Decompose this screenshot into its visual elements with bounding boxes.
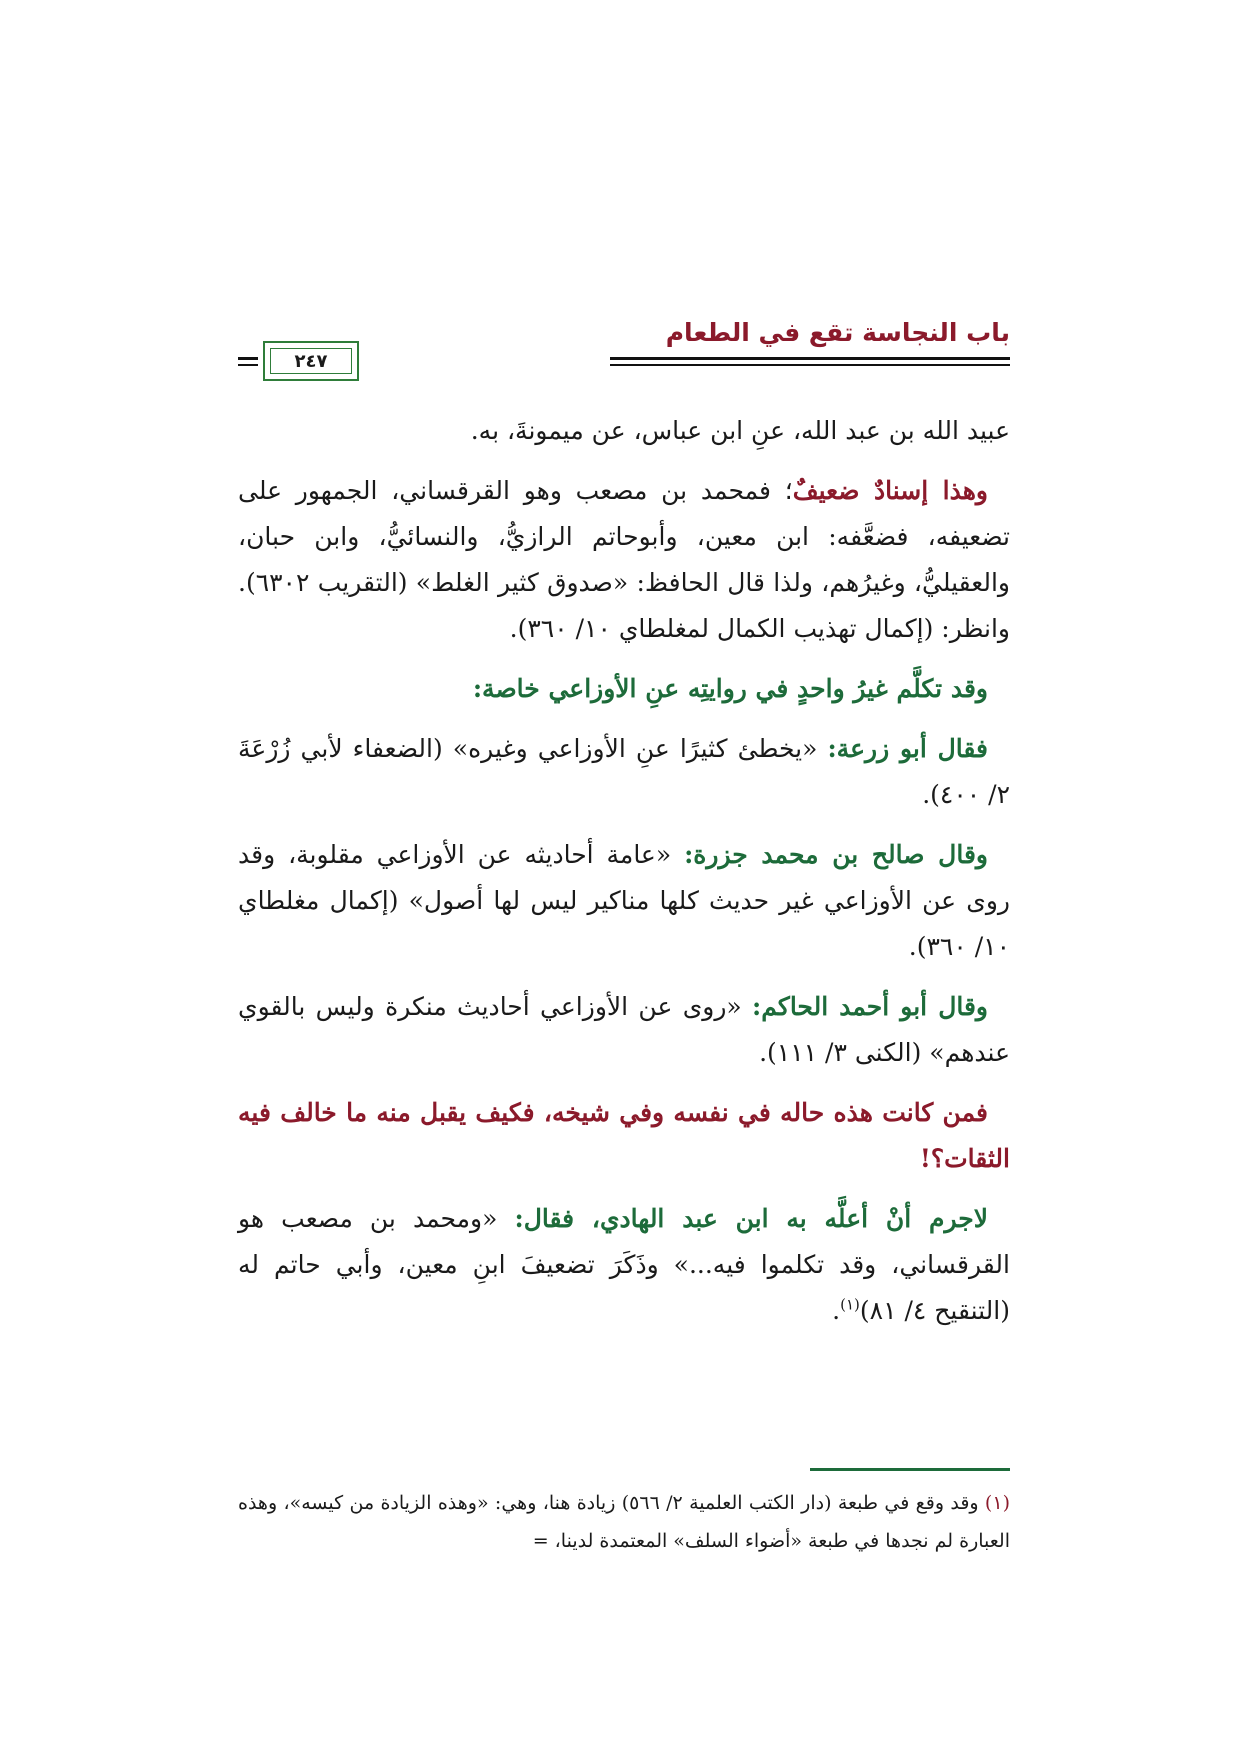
section-heading: وقد تكلَّم غيرُ واحدٍ في روايتِه عنِ الأوزاعي خاصة: [472,674,988,703]
paragraph-5-lead: وقال أبو أحمد الحاكم: [752,992,988,1021]
header-rule-thin [610,364,1010,366]
paragraph-7-lead: لاجرم أنْ أعلَّه به ابن عبد الهادي، فقال: [514,1204,988,1233]
footnote-1-text: وقد وقع في طبعة (دار الكتب العلمية ٢/ ٥٦٦) زيادة هنا، وهي: «وهذه الزيادة من كيسه»، وهذه العبارة لم نجدها في طبعة «أضواء السلف» المعتمدة لدينا، = [238,1492,1010,1552]
paragraph-6 [238,1090,1010,1182]
paragraph-2 [238,468,1010,652]
paragraph-6-text: فمن كانت هذه حاله في نفسه وفي شيخه، فكيف يقبل منه ما خالف فيه الثقات؟! [238,1098,1010,1173]
page-header [238,318,1010,388]
paragraph-3 [238,726,1010,818]
paragraph-5-text: «روى عن الأوزاعي أحاديث منكرة وليس بالقوي عندهم» (الكنى ٣/ ١١١). [238,992,1010,1067]
paragraph-2-lead: وهذا إسنادٌ ضعيفٌ [792,476,988,505]
paragraph-4 [238,832,1010,970]
paragraph-4-lead: وقال صالح بن محمد جزرة: [684,840,988,869]
header-rule-left-thick [238,357,258,360]
chapter-title: باب النجاسة تقع في الطعام [665,318,1010,347]
page-number-frame-inner [270,348,352,374]
paragraph-3-lead: فقال أبو زرعة: [827,734,988,763]
footnote-separator [810,1468,1010,1471]
footnote-1-number: (١) [984,1492,1010,1514]
paragraph-4-text: «عامة أحاديثه عن الأوزاعي مقلوبة، وقد روى عن الأوزاعي غير حديث كلها مناكير ليس لها أصول» (إكمال مغلطاي ١٠/ ٣٦٠). [238,840,1010,961]
footnotes [238,1484,1010,1560]
paragraph-5 [238,984,1010,1076]
paragraph-7-text: «ومحمد بن مصعب هو القرقساني، وقد تكلموا فيه...» وذَكَرَ تضعيفَ ابنِ معين، وأبي حاتم له (التنقيح ٤/ ٨١) [238,1204,1010,1325]
header-rule-thick [610,357,1010,360]
paragraph-2-text: ؛ فمحمد بن مصعب وهو القرقساني، الجمهور على تضعيفه، فضعَّفه: ابن معين، وأبوحاتم الرازيُّ، والنسائيُّ، وابن حبان، والعقيليُّ، وغيرُهم، ولذا قال الحافظ: «صدوق كثير الغلط» (التقريب ٦٣٠٢). وانظر: (إكمال تهذيب الكمال لمغلطاي ١٠/ ٣٦٠). [238,476,1010,643]
paragraph-1-text: عبيد الله بن عبد الله، عنِ ابن عباس، عن ميمونةَ، به. [470,416,1010,445]
page-number-frame [263,341,359,381]
paragraph-3-text: «يخطئ كثيرًا عنِ الأوزاعي وغيره» (الضعفاء لأبي زُرْعَةَ ٢/ ٤٠٠). [238,734,1010,809]
footnote-1 [238,1484,1010,1560]
paragraph-7-end: . [832,1296,841,1325]
main-text [238,408,1010,1348]
paragraph-1 [238,408,1010,454]
paragraph-7 [238,1196,1010,1334]
page-number: ٢٤٧ [294,350,328,372]
footnote-ref-1[interactable]: (١) [840,1295,860,1314]
header-rule-left-thin [238,364,258,366]
